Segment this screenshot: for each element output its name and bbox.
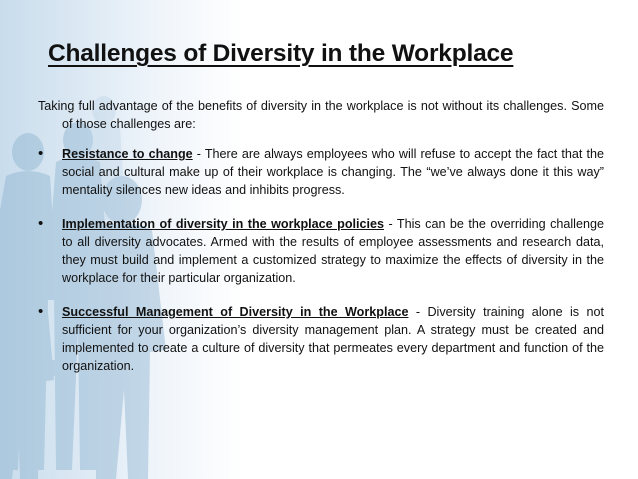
slide-body [38, 97, 604, 391]
list-item-implementation-of-policies [38, 215, 604, 287]
bullet-icon: • [38, 145, 44, 162]
list-item-resistance-to-change [38, 145, 604, 199]
slide-title: Challenges of Diversity in the Workplace [48, 40, 514, 67]
bullet-term: Resistance to change [62, 147, 193, 161]
intro-paragraph: Taking full advantage of the benefits of diversity in the workplace is not without its challenges. Some of those challenges are: [38, 99, 604, 131]
bullet-term: Successful Management of Diversity in the Workplace [62, 305, 409, 319]
bullet-text: - Diversity training alone is not sufficient for your organization’s diversity management plan. A strategy must be created and implemented to create a culture of diversity that permeates every department and function of the organization. [62, 305, 605, 373]
challenges-list [38, 145, 604, 375]
bullet-icon: • [38, 215, 44, 232]
bullet-text: - There are always employees who will refuse to accept the fact that the social and cultural make up of their workplace is changing. The “we’ve always done it this way” mentality silences new ideas and inhibits progress. [62, 147, 604, 197]
bullet-text: - This can be the overriding challenge to all diversity advocates. Armed with the results of employee assessments and research data, they must build and implement a customized strategy to maximize the effects of diversity in the workplace for their particular organization. [62, 217, 604, 285]
list-item-successful-management [38, 303, 604, 375]
bullet-term: Implementation of diversity in the workplace policies [62, 217, 385, 231]
bullet-icon: • [38, 303, 44, 320]
